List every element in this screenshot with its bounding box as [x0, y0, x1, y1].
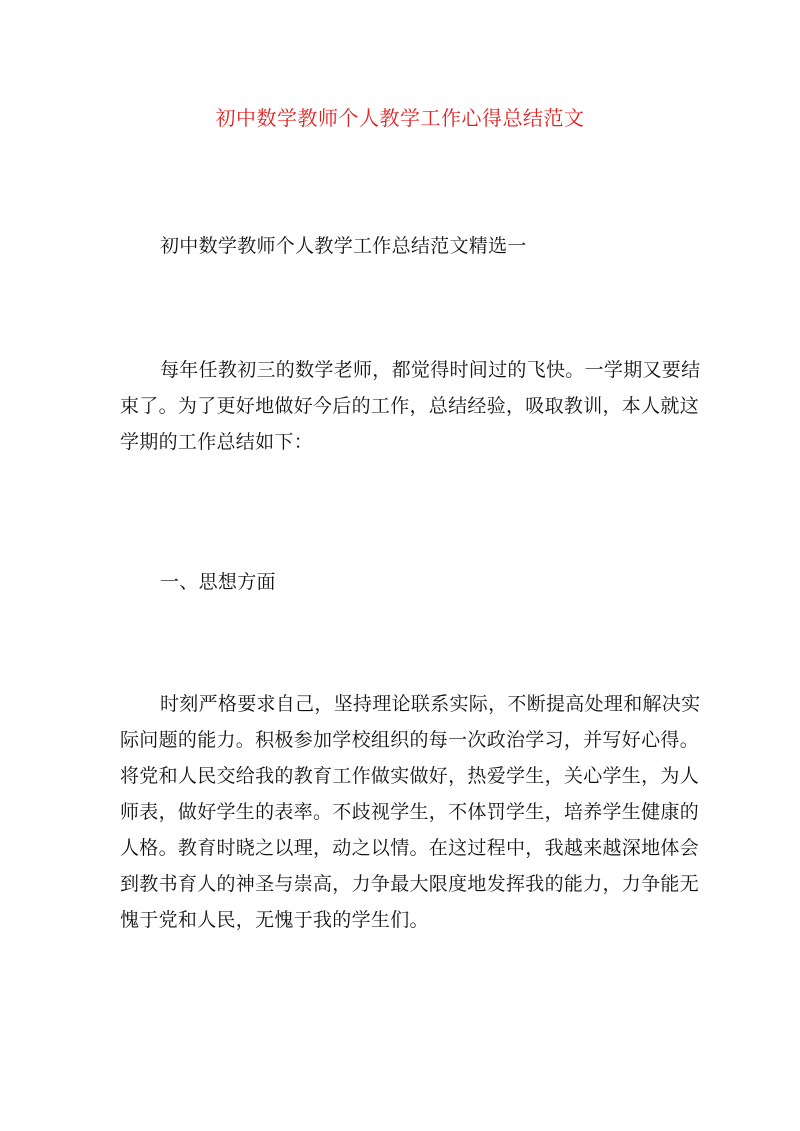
section-paragraph: [120, 686, 720, 938]
section-line-4: 师表，做好学生的表率。不歧视学生，不体罚学生，培养学生健康的: [120, 801, 700, 823]
intro-line-3: 学期的工作总结如下：: [120, 431, 314, 453]
document-subtitle: 初中数学教师个人教学工作总结范文精选一: [160, 235, 527, 257]
document-title: 初中数学教师个人教学工作心得总结范文: [215, 106, 585, 130]
section-line-3: 将党和人民交给我的教育工作做实做好，热爱学生，关心学生，为人: [120, 765, 700, 787]
section-heading: 一、思想方面: [160, 571, 276, 593]
intro-line-2: 束了。为了更好地做好今后的工作，总结经验，吸取教训，本人就这: [120, 395, 700, 417]
section-line-6: 到教书育人的神圣与崇高，力争最大限度地发挥我的能力，力争能无: [120, 873, 700, 895]
section-line-2: 际问题的能力。积极参加学校组织的每一次政治学习，并写好心得。: [120, 729, 700, 751]
intro-paragraph: [120, 352, 720, 460]
section-line-5: 人格。教育时晓之以理，动之以情。在这过程中，我越来越深地体会: [120, 837, 700, 859]
section-line-7: 愧于党和人民，无愧于我的学生们。: [120, 909, 429, 931]
intro-line-1: 每年任教初三的数学老师，都觉得时间过的飞快。一学期又要结: [160, 359, 701, 381]
section-line-1: 时刻严格要求自己，坚持理论联系实际，不断提高处理和解决实: [160, 693, 701, 715]
